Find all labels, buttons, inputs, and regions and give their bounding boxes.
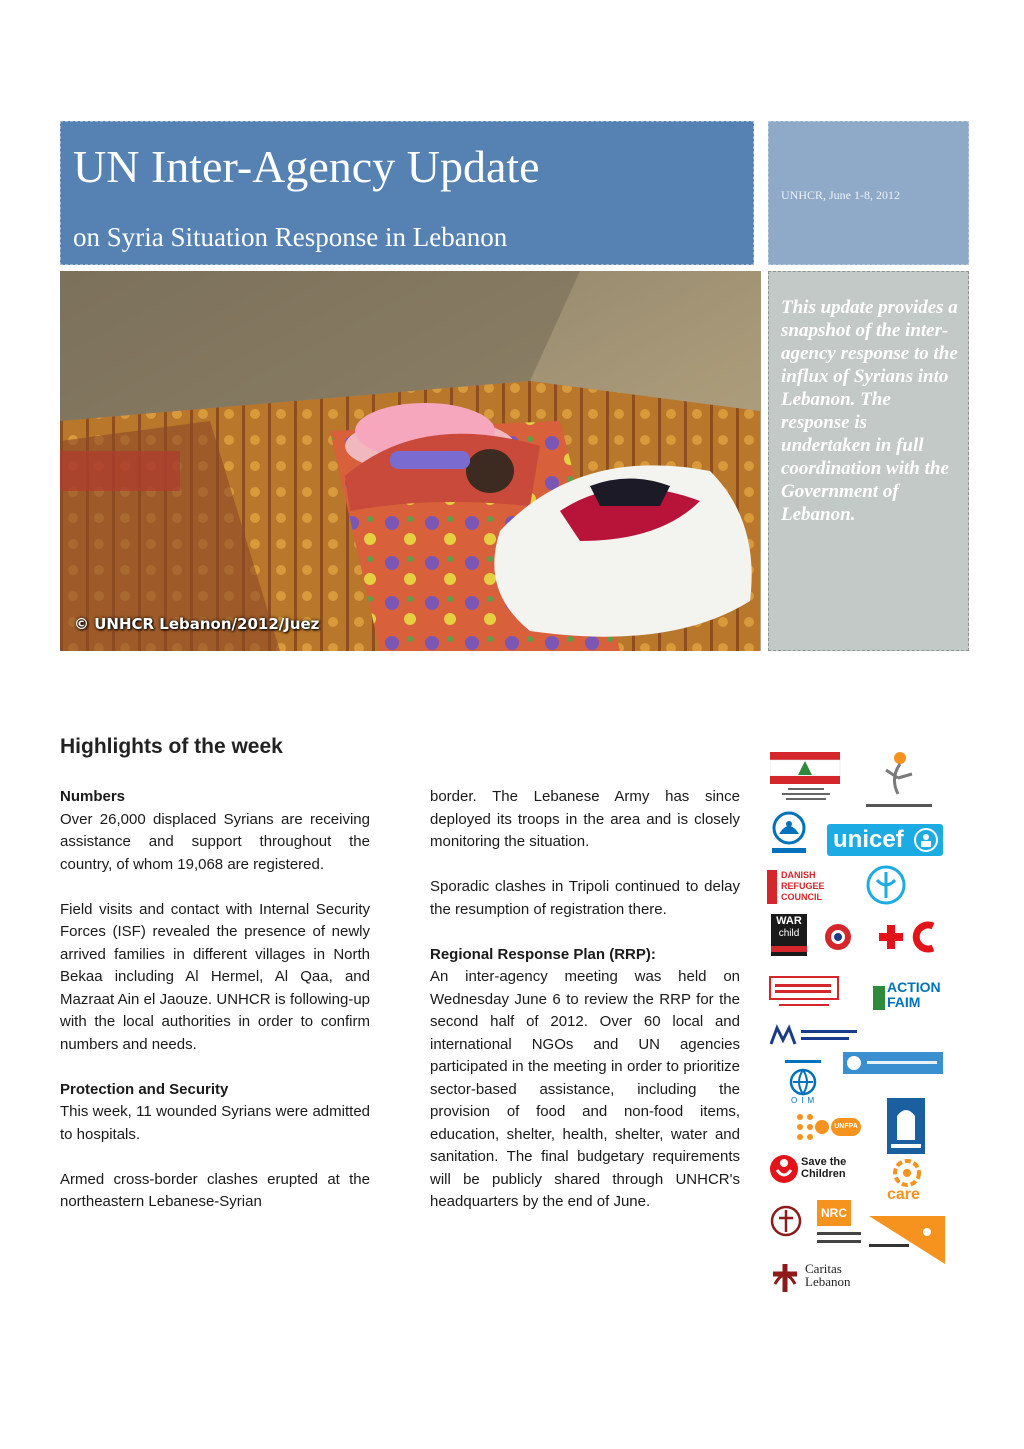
action-faim-leaf	[873, 986, 885, 1010]
nrc-logo	[817, 1200, 867, 1248]
iom-emblem-icon	[789, 1068, 817, 1096]
title-banner	[60, 121, 754, 265]
unicef-logo	[827, 824, 943, 856]
protection-paragraph-2-end: border. The Lebanese Army has since deployed its troops in the area and is closely monitoring the situation.	[430, 788, 740, 850]
save-the-children-wordmark: Save the Children	[801, 1156, 847, 1180]
war-child-logo	[771, 914, 807, 956]
partner-logos	[765, 748, 950, 1298]
left-column	[60, 786, 370, 1214]
war-child-wordmark-2: child	[778, 928, 800, 939]
war-child-bar	[771, 946, 807, 952]
tripoli-paragraph: Sporadic clashes in Tripoli continued to delay the resumption of registration there.	[430, 878, 740, 918]
solidarites-logo	[867, 1214, 949, 1266]
red-crescent-logo	[821, 920, 855, 954]
protection-paragraph-2-start: Armed cross-border clashes erupted at the northeastern Lebanese-Syrian	[60, 1170, 370, 1210]
report-date: UNHCR, June 1-8, 2012	[781, 188, 900, 202]
nrc-text-line-2	[817, 1240, 861, 1243]
mercy-logo	[769, 1024, 865, 1048]
action-faim-logo	[873, 980, 947, 1016]
care-logo	[885, 1158, 929, 1208]
page-subtitle: on Syria Situation Response in Lebanon	[73, 222, 508, 252]
ministry-social-affairs-logo	[860, 748, 940, 814]
unfpa-logo	[795, 1110, 865, 1144]
unhcr-logo	[767, 810, 811, 856]
cover-photo	[60, 271, 761, 651]
protection-heading: Protection and Security	[60, 1080, 229, 1098]
save-the-children-icon	[769, 1154, 799, 1184]
numbers-paragraph-2: Field visits and contact with Internal Security Forces (ISF) revealed the presence of newly arrived families in different villages in North Bekaa including Al Hermel, Al Qaa, and Mazraat Ain el Jaouze. UNHCR is following-up with the local authorities in order to confirm numbers and needs.	[60, 900, 370, 1053]
partner-banner-text-line	[867, 1061, 937, 1064]
unfpa-wordmark: UNFPA	[831, 1118, 861, 1136]
partner-banner-icon	[847, 1056, 861, 1070]
war-child-wordmark-1: WAR	[776, 915, 802, 927]
care-wordmark: care	[887, 1186, 920, 1203]
unfpa-dots-icon	[795, 1112, 831, 1142]
nrc-wordmark: NRC	[817, 1200, 851, 1226]
wfp-logo	[865, 864, 907, 906]
highlights-heading: Highlights of the week	[60, 735, 283, 758]
unicef-emblem-icon	[913, 827, 939, 853]
snapshot-panel	[768, 271, 969, 651]
drc-logo	[767, 870, 847, 904]
premiere-urgence-logo	[769, 976, 841, 1014]
islamic-relief-logo	[885, 1096, 927, 1156]
caritas-flame-icon	[769, 1262, 801, 1294]
rrp-paragraph: An inter-agency meeting was held on Wednesday June 6 to review the RRP for the second half of 2012. Over 60 local and international NGOs and UN agencies participated in the meeting in order to prioritize sector-based assistance, including the provision of food and non-food items, education, shelter, health, shelter, water and sanitation. The final budgetary requirements will be publicly shared through UNHCR's headquarters by the end of June.	[430, 968, 740, 1210]
save-the-children-logo	[769, 1154, 869, 1186]
nrc-text-line-1	[817, 1232, 861, 1235]
caritas-wordmark: Caritas Lebanon	[805, 1261, 851, 1289]
numbers-heading: Numbers	[60, 788, 126, 805]
iom-logo	[783, 1060, 823, 1104]
numbers-paragraph-1: Over 26,000 displaced Syrians are receiving assistance and support throughout the country, of whom 19,068 are registered.	[60, 810, 370, 873]
iom-top-bar	[785, 1060, 821, 1063]
ministry-flag-logo	[770, 748, 842, 808]
date-panel	[768, 121, 969, 265]
emblem-logo	[769, 1204, 803, 1238]
snapshot-text: This update provides a snapshot of the inter-agency response to the influx of Syrians into Lebanon. The response is undertaken in full coordination with the Government of Lebanon.	[781, 297, 958, 525]
right-column	[430, 786, 740, 1236]
unicef-wordmark: unicef	[833, 826, 904, 853]
cover-photo-illustration	[60, 271, 761, 651]
care-emblem-icon	[891, 1158, 923, 1188]
photo-credit: © UNHCR Lebanon/2012/Juez	[74, 615, 320, 633]
page-title: UN Inter-Agency Update	[73, 141, 540, 192]
red-cross-logo	[875, 918, 941, 956]
drc-wordmark: DANISH REFUGEE COUNCIL	[781, 870, 825, 902]
drc-bar	[767, 870, 777, 904]
action-faim-wordmark: ACTION FAIM	[887, 979, 941, 1010]
caritas-lebanon-logo	[769, 1260, 869, 1296]
iom-wordmark: OIM	[791, 1096, 819, 1105]
rrp-heading: Regional Response Plan (RRP):	[430, 945, 656, 963]
protection-paragraph-1: This week, 11 wounded Syrians were admitted to hospitals.	[60, 1103, 370, 1143]
partner-banner-logo	[843, 1052, 943, 1074]
